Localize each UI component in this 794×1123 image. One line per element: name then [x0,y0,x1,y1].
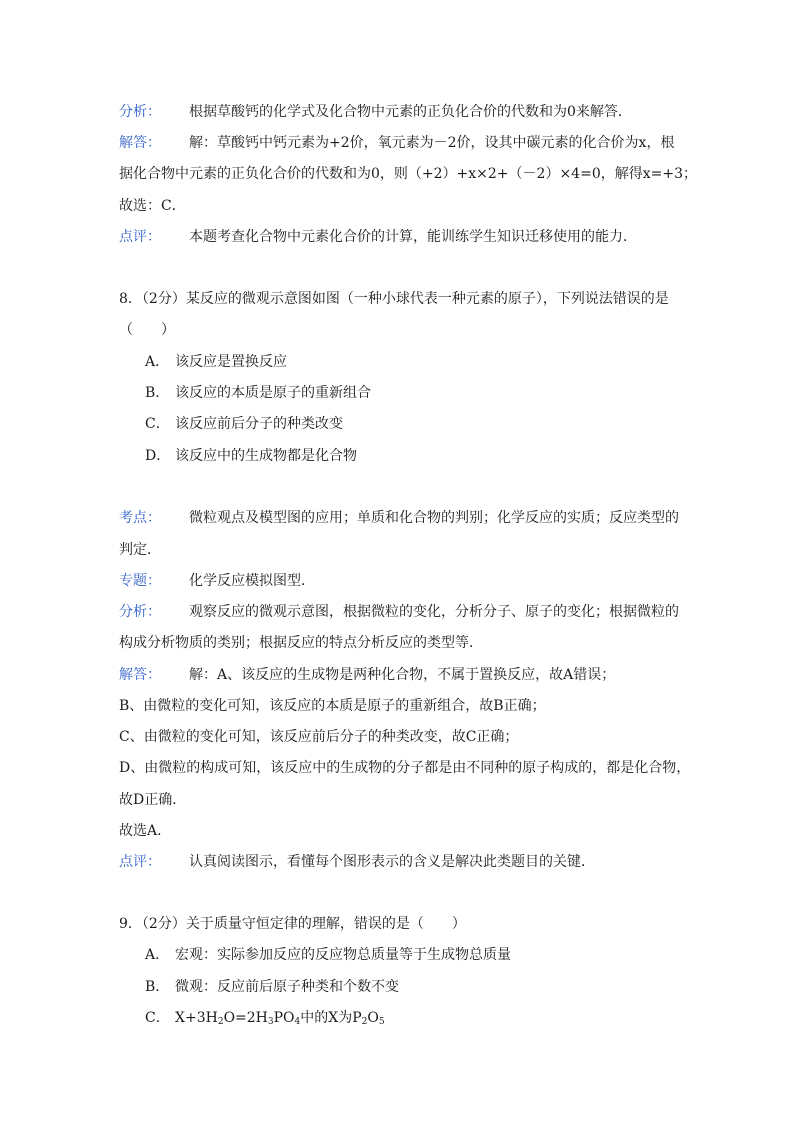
q9-option-a: A． 宏观：实际参加反应的反应物总质量等于生成物总质量 [145,947,511,963]
zhuanti-tag: 专题： [119,573,161,589]
q8-stem-line-2: （ ） [119,322,175,338]
q8-answer-line-4: D、由微粒的构成可知，该反应中的生成物的分子都是由不同种的原子构成的，都是化合物， [119,760,691,776]
q8-answer-line-1: 解答： 解：A、该反应的生成物是两种化合物，不属于置换反应，故A错误； [119,667,616,683]
answer-line-2: 据化合物中元素的正负化合价的代数和为0，则（+2）+x×2+（－2）×4=0，解得x=+3； [119,166,697,182]
analysis-tag: 分析： [119,104,161,120]
q9-option-c-formula: $X+3H_2O=2H_3PO_4$中的X为$P_2O_5$ [175,1010,385,1027]
answer-line-3: 故选：C． [119,198,186,214]
q9-option-c: C． $X+3H_2O=2H_3PO_4$中的X为$P_2O_5$ [145,1010,385,1027]
q8-answer-line-3: C、由微粒的变化可知，该反应前后分子的种类改变，故C正确； [119,729,519,745]
q8-option-b: B． 该反应的本质是原子的重新组合 [145,385,371,401]
q8-analysis-line-2: 构成分析物质的类别；根据反应的特点分析反应的类型等． [119,635,483,651]
analysis-text: 根据草酸钙的化学式及化合物中元素的正负化合价的代数和为0来解答． [189,104,632,120]
q8-answer-line-6: 故选A． [119,823,172,839]
q8-option-a: A． 该反应是置换反应 [145,354,287,370]
q8-option-c: C． 该反应前后分子的种类改变 [145,416,343,432]
q8-answer-line-2: B、由微粒的变化可知，该反应的本质是原子的重新组合，故B正确； [119,698,546,714]
q8-kaodian-line-1: 考点： 微粒观点及模型图的应用；单质和化合物的判别；化学反应的实质；反应类型的 [119,510,679,526]
q8-option-d: D． 该反应中的生成物都是化合物 [145,448,357,464]
analysis-tag: 分析： [119,604,161,620]
answer-line-1: 解答： 解：草酸钙中钙元素为+2价，氧元素为－2价，设其中碳元素的化合价为x，根 [119,135,675,151]
q9-stem: 9．（2分）关于质量守恒定律的理解，错误的是（ ） [119,916,466,932]
comment-line: 点评： 本题考查化合物中元素化合价的计算，能训练学生知识迁移使用的能力． [119,229,637,245]
q8-stem-line-1: 8．（2分）某反应的微观示意图如图（一种小球代表一种元素的原子），下列说法错误的是 [119,291,669,307]
q9-option-b: B． 微观：反应前后原子种类和个数不变 [145,979,399,995]
q8-zhuanti-line: 专题： 化学反应模拟图型． [119,573,315,589]
q8-answer-line-5: 故D正确． [119,792,187,808]
answer-tag: 解答： [119,135,161,151]
kaodian-tag: 考点： [119,510,161,526]
q8-comment-line: 点评： 认真阅读图示，看懂每个图形表示的含义是解决此类题目的关键． [119,854,595,870]
comment-tag: 点评： [119,854,161,870]
q8-analysis-line-1: 分析： 观察反应的微观示意图，根据微粒的变化，分析分子、原子的变化；根据微粒的 [119,604,679,620]
q8-kaodian-line-2: 判定． [119,542,161,558]
comment-tag: 点评： [119,229,161,245]
analysis-line [119,102,632,122]
answer-tag: 解答： [119,667,161,683]
